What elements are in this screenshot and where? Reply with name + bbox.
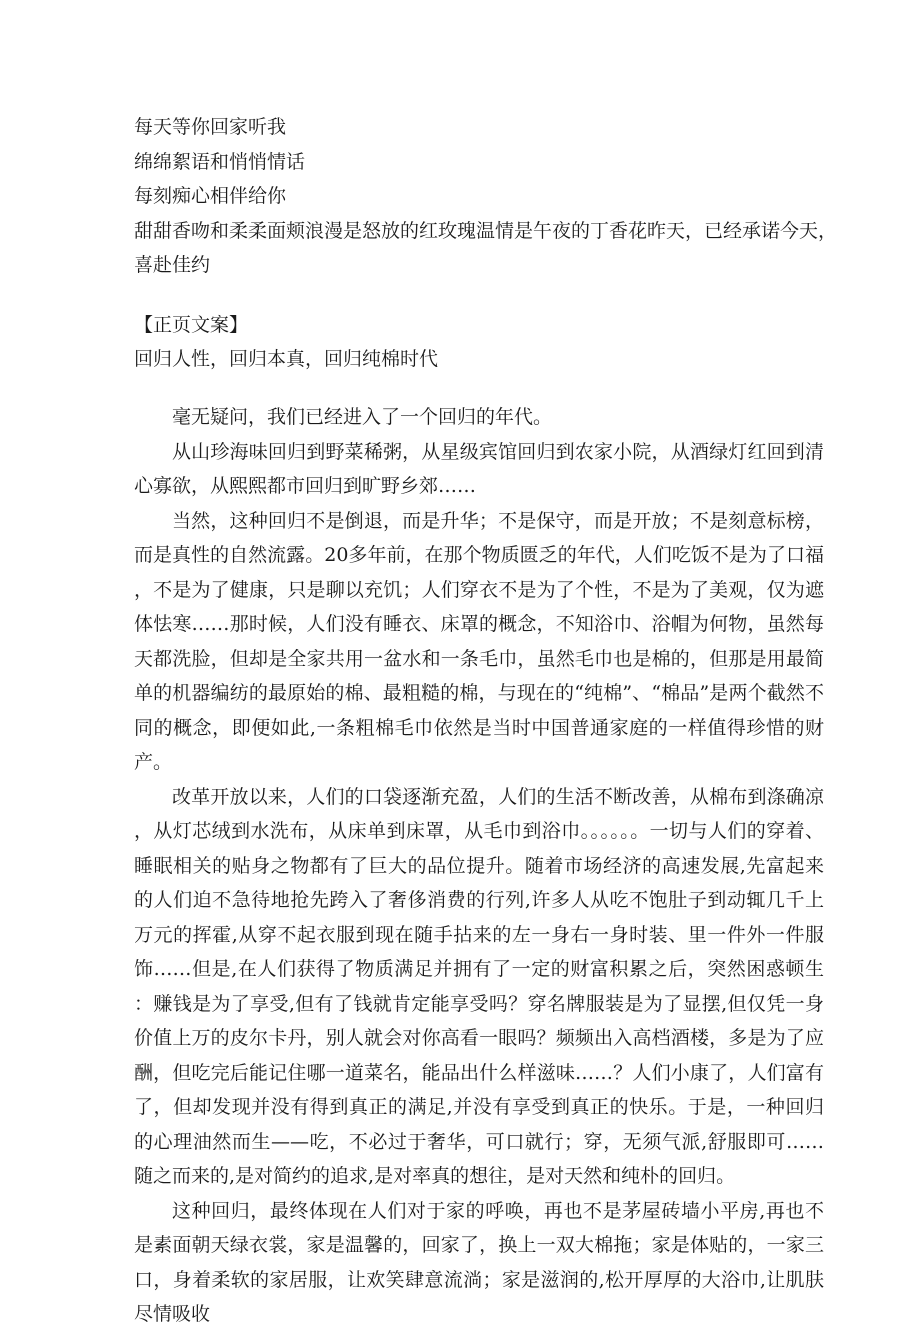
body-paragraph: 这种回归，最终体现在人们对于家的呼唤，再也不是茅屋砖墙小平房,再也不是素面朝天绿衣裳，家是温馨的，回家了，换上一双大棉拖；家是体贴的，一家三口，身着柔软的家居服，让欢笑肆意流淌；家是滋润的,松开厚厚的大浴巾,让肌肤尽情吸收 <box>134 1199 824 1325</box>
section-heading <box>134 308 820 343</box>
lyric-line: 每天等你回家听我 <box>134 116 287 138</box>
section-heading-text: 【正页文案】 <box>134 314 249 336</box>
lyrics-block <box>134 110 838 283</box>
body-paragraph: 毫无疑问，我们已经进入了一个回归的年代。 <box>172 406 553 428</box>
body-text <box>134 400 824 1332</box>
lyric-line: 每刻痴心相伴给你 <box>134 185 287 207</box>
lyric-line: 绵绵絮语和悄悄情话 <box>134 150 306 173</box>
section-subtitle-text: 回归人性，回归本真，回归纯棉时代 <box>134 348 439 370</box>
body-paragraph: 从山珍海味回归到野菜稀粥，从星级宾馆回归到农家小院，从酒绿灯红回到清心寡欲，从熙熙都市回归到旷野乡郊…… <box>134 440 824 497</box>
section-subtitle <box>134 342 820 377</box>
lyric-line: 喜赴佳约 <box>134 254 211 276</box>
lyric-line: 甜甜香吻和柔柔面颊浪漫是怒放的红玫瑰温情是午夜的丁香花昨天，已经承诺今天， <box>134 219 838 242</box>
body-paragraph: 改革开放以来，人们的口袋逐渐充盈，人们的生活不断改善，从棉布到涤确凉，从灯芯绒到水洗布，从床单到床罩，从毛巾到浴巾。。。。。。一切与人们的穿着、睡眠相关的贴身之物都有了巨大的品位提升。随着市场经济的高速发展,先富起来的人们迫不急待地抢先跨入了奢侈消费的行列,许多人从吃不饱肚子到动辄几千上万元的挥霍,从穿不起衣服到现在随手拈来的左一身右一身时装、里一件外一件服饰……但是,在人们获得了物质满足并拥有了一定的财富积累之后，突然困惑顿生：赚钱是为了享受,但有了钱就肯定能享受吗？穿名牌服装是为了显摆,但仅凭一身价值上万的皮尔卡丹，别人就会对你高看一眼吗？频频出入高档酒楼，多是为了应酬，但吃完后能记住哪一道菜名，能品出什么样滋味……？人们小康了，人们富有了，但却发现并没有得到真正的满足,并没有享受到真正的快乐。于是，一种回归的心理油然而生——吃，不必过于奢华，可口就行；穿，无须气派,舒服即可……随之而来的,是对简约的追求,是对率真的想往，是对天然和纯朴的回归。 <box>134 785 824 1187</box>
body-paragraph: 当然，这种回归不是倒退，而是升华；不是保守，而是开放；不是刻意标榜，而是真性的自然流露。20多年前，在那个物质匮乏的年代，人们吃饭不是为了口福，不是为了健康，只是聊以充饥；人们穿衣不是为了个性，不是为了美观，仅为遮体怯寒……那时候，人们没有睡衣、床罩的概念，不知浴巾、浴帽为何物，虽然每天都洗脸，但却是全家共用一盆水和一条毛巾，虽然毛巾也是棉的，但那是用最简单的机器编纺的最原始的棉、最粗糙的棉，与现在的“纯棉”、“棉品”是两个截然不同的概念，即便如此,一条粗棉毛巾依然是当时中国普通家庭的一样值得珍惜的财产。 <box>134 509 824 773</box>
